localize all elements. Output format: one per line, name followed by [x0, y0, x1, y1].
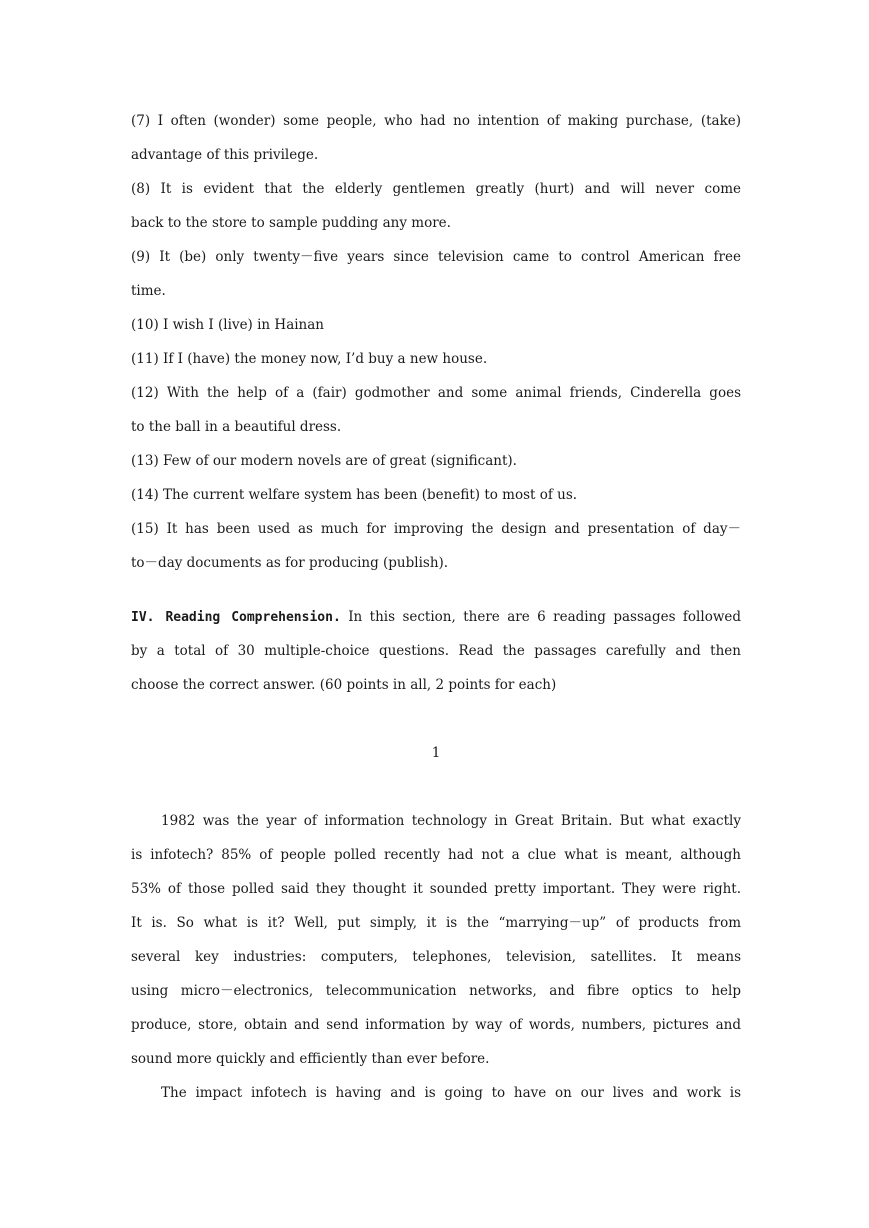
item-15-line-2: to－day documents as for producing (publish). [131, 555, 449, 571]
paragraph-1-line-8: sound more quickly and efficiently than ever before. [131, 1051, 490, 1067]
passage-number: 1 [431, 745, 441, 761]
item-14-line-1: (14) The current welfare system has been (benefit) to most of us. [131, 487, 578, 503]
item-12-line-2: to the ball in a beautiful dress. [131, 419, 342, 435]
item-12-line-1: (12) With the help of a (fair) godmother and some animal friends, Cinderella goes [131, 385, 741, 401]
item-11-line-1: (11) If I (have) the money now, I’d buy a new house. [131, 351, 488, 367]
paragraph-1-line-1: 1982 was the year of information technology in Great Britain. But what exactly [161, 813, 741, 829]
exercise-list [131, 104, 741, 580]
section-intro-line-3: choose the correct answer. (60 points in all, 2 points for each) [131, 677, 557, 693]
item-9-line-1: (9) It (be) only twenty－five years since television came to control American free [131, 249, 741, 265]
item-7-line-1: (7) I often (wonder) some people, who had no intention of making purchase, (take) [131, 113, 741, 129]
document-page [131, 104, 741, 1110]
paragraph-1-line-4: It is. So what is it? Well, put simply, it is the “marrying－up” of products from [131, 915, 741, 931]
passage-body [131, 804, 741, 1110]
item-8-line-2: back to the store to sample pudding any more. [131, 215, 451, 231]
item-7-line-2: advantage of this privilege. [131, 147, 319, 163]
paragraph-1-line-2: is infotech? 85% of people polled recently had not a clue what is meant, although [131, 847, 741, 863]
paragraph-1-line-3: 53% of those polled said they thought it sounded pretty important. They were right. [131, 881, 741, 897]
section-intro-line-1-text: In this section, there are 6 reading passages followed [340, 609, 742, 625]
item-15-line-1: (15) It has been used as much for improving the design and presentation of day－ [131, 521, 741, 537]
section-heading: IV. Reading Comprehension. [131, 610, 341, 625]
item-13-line-1: (13) Few of our modern novels are of great (significant). [131, 453, 517, 469]
item-8-line-1: (8) It is evident that the elderly gentlemen greatly (hurt) and will never come [131, 181, 741, 197]
item-9-line-2: time. [131, 283, 166, 299]
section-intro [131, 600, 741, 702]
paragraph-2-line-1: The impact infotech is having and is going to have on our lives and work is [161, 1085, 741, 1101]
section-intro-line-2: by a total of 30 multiple-choice questions. Read the passages carefully and then [131, 643, 741, 659]
section-intro-line-1 [131, 600, 741, 634]
paragraph-1-line-6: using micro－electronics, telecommunication networks, and fibre optics to help [131, 983, 741, 999]
paragraph-1-line-5: several key industries: computers, telephones, television, satellites. It means [131, 949, 741, 965]
paragraph-1-line-7: produce, store, obtain and send information by way of words, numbers, pictures and [131, 1017, 741, 1033]
item-10-line-1: (10) I wish I (live) in Hainan [131, 317, 324, 333]
